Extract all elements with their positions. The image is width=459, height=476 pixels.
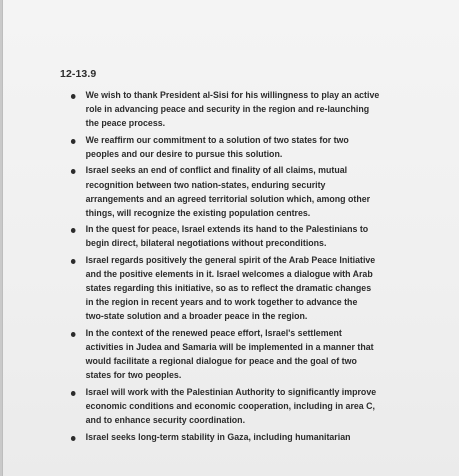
bullet-text-line: activities in Judea and Samaria will be implemented in a manner that [85, 342, 374, 354]
bullet-item [70, 164, 444, 220]
bullet-dot-icon [71, 391, 76, 396]
bullet-dot-icon [71, 332, 76, 337]
bullet-text-line: in the region in recent years and to work together to advance the [85, 297, 358, 309]
bullet-dot-icon [71, 259, 76, 264]
scanned-page [2, 0, 459, 476]
bullet-item [70, 327, 444, 383]
bullet-text-line: In the quest for peace, Israel extends its hand to the Palestinians to [85, 224, 369, 236]
bullet-item [70, 254, 444, 324]
bullet-item [70, 223, 444, 251]
bullet-dot-icon [71, 169, 76, 174]
bullet-dot-icon [71, 94, 76, 99]
bullet-text-line: Israel seeks an end of conflict and finality of all claims, mutual [85, 165, 348, 177]
bullet-list [70, 89, 446, 447]
bullet-text-line: We wish to thank President al-Sisi for his willingness to play an active [85, 90, 380, 101]
bullet-item [70, 89, 444, 131]
bullet-text-line: and the positive elements in it. Israel welcomes a dialogue with Arab [85, 269, 373, 281]
bullet-text-line: states for two peoples. [85, 370, 182, 382]
bullet-text-line: role in advancing peace and security in the region and re-launching [85, 104, 370, 116]
bullet-dot-icon [71, 228, 76, 233]
bullet-dot-icon [71, 436, 76, 441]
bullet-item [70, 431, 444, 445]
bullet-text-line: peoples and our desire to pursue this solution. [85, 148, 283, 160]
bullet-text-line: states regarding this initiative, so as to reflect the dramatic changes [85, 283, 372, 295]
bullet-text-line: the peace process. [85, 118, 166, 130]
bullet-text-line: would facilitate a regional dialogue for peace and the goal of two [85, 356, 357, 368]
bullet-text-line: Israel seeks long-term stability in Gaza, including humanitarian [85, 431, 351, 443]
bullet-text-line: things, will recognize the existing population centres. [85, 207, 311, 219]
bullet-item [70, 134, 444, 162]
bullet-text-line: and to enhance security coordination. [85, 415, 246, 427]
bullet-text-line: two-state solution and a broader peace in the region. [85, 311, 308, 323]
bullet-text-line: Israel regards positively the general spirit of the Arab Peace Initiative [85, 255, 376, 267]
bullet-text-line: Israel will work with the Palestinian Authority to significantly improve [85, 386, 377, 398]
bullet-item [70, 386, 444, 428]
bullet-text-line: In the context of the renewed peace effort, Israel's settlement [85, 328, 342, 339]
bullet-text-line: arrangements and an agreed territorial solution which, among other [85, 193, 371, 205]
bullet-dot-icon [71, 139, 76, 144]
document-date: 12-13.9 [60, 68, 97, 80]
bullet-text-line: We reaffirm our commitment to a solution of two states for two [85, 134, 349, 146]
bullet-text-line: begin direct, bilateral negotiations without preconditions. [85, 238, 327, 250]
bullet-text-line: recognition between two nation-states, enduring security [85, 179, 326, 191]
bullet-text-line: economic conditions and economic cooperation, including in area C, [85, 400, 375, 412]
